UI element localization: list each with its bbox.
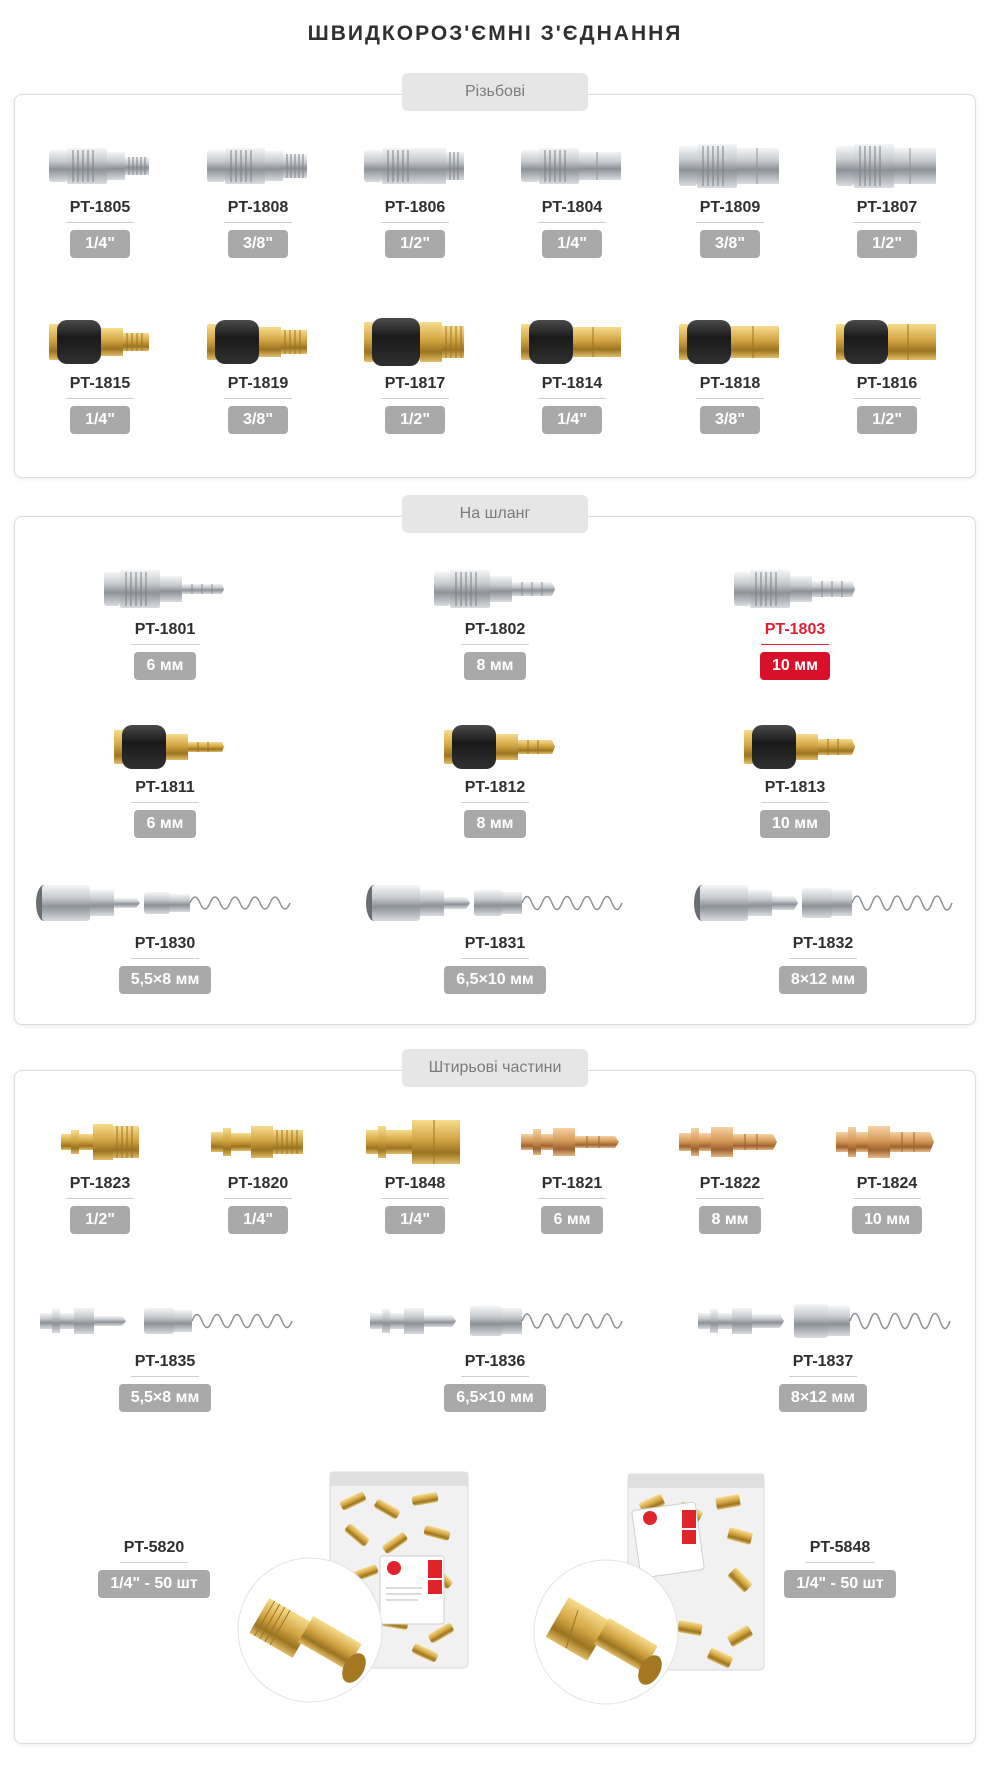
product-code: PT-1818 — [696, 374, 764, 399]
spring-plug-kit-image — [690, 1296, 956, 1346]
product-card[interactable] — [360, 1296, 630, 1412]
size-badge: 3/8" — [228, 230, 288, 258]
coupler-chrome-image — [834, 140, 940, 192]
product-code: PT-5848 — [806, 1538, 874, 1563]
size-badge: 1/2" — [385, 406, 445, 434]
product-card[interactable] — [512, 1116, 632, 1234]
product-code: PT-1806 — [381, 198, 449, 223]
size-badge: 1/4" — [385, 1206, 445, 1234]
plug-brass-image — [47, 1116, 153, 1168]
product-code: PT-1813 — [761, 778, 829, 803]
product-code: PT-1807 — [853, 198, 921, 223]
pack-image — [232, 1468, 472, 1706]
plug-copper-image — [519, 1116, 625, 1168]
size-badge: 3/8" — [700, 230, 760, 258]
product-card[interactable] — [198, 316, 318, 434]
product-code: PT-1822 — [696, 1174, 764, 1199]
product-card[interactable] — [355, 1116, 475, 1234]
product-code: PT-5820 — [120, 1538, 188, 1563]
plug-brass-image — [205, 1116, 311, 1168]
product-code: PT-1816 — [853, 374, 921, 399]
size-badge: 5,5×8 мм — [119, 966, 212, 994]
product-code: PT-1802 — [461, 620, 529, 645]
size-badge: 6 мм — [541, 1206, 602, 1234]
hose-coupler-brass-image — [432, 722, 558, 772]
size-badge: 1/2" — [857, 230, 917, 258]
hose-coupler-brass-image — [732, 722, 858, 772]
product-card[interactable] — [100, 722, 230, 838]
pack-image — [528, 1470, 768, 1708]
product-card[interactable] — [40, 140, 160, 258]
product-code: PT-1808 — [224, 198, 292, 223]
product-card[interactable] — [827, 1116, 947, 1234]
product-card[interactable] — [688, 878, 958, 994]
hose-coupler-chrome-image — [432, 564, 558, 614]
product-code: PT-1811 — [131, 778, 199, 803]
product-card[interactable] — [360, 878, 630, 994]
spring-coupler-kit-image — [362, 878, 628, 928]
size-badge-selected: 10 мм — [760, 652, 830, 680]
product-code: PT-1801 — [131, 620, 199, 645]
page-title: ШВИДКОРОЗ'ЄМНІ З'ЄДНАННЯ — [307, 22, 683, 45]
size-badge: 8 мм — [464, 652, 525, 680]
size-badge: 1/4" — [542, 406, 602, 434]
product-card[interactable] — [670, 316, 790, 434]
spring-plug-kit-image — [362, 1296, 628, 1346]
product-code: PT-1804 — [538, 198, 606, 223]
size-badge: 1/4" — [228, 1206, 288, 1234]
size-badge: 1/2" — [70, 1206, 130, 1234]
product-code: PT-1820 — [224, 1174, 292, 1199]
size-badge: 8 мм — [699, 1206, 760, 1234]
spring-plug-kit-image — [32, 1296, 298, 1346]
product-code: PT-1814 — [538, 374, 606, 399]
size-badge: 1/4" — [542, 230, 602, 258]
hose-coupler-brass-image — [102, 722, 228, 772]
product-code: PT-1835 — [131, 1352, 199, 1377]
product-card[interactable] — [30, 1296, 300, 1412]
coupler-chrome-image — [362, 140, 468, 192]
product-card[interactable] — [730, 564, 860, 680]
size-badge: 1/4" - 50 шт — [784, 1570, 895, 1598]
product-code: PT-1848 — [381, 1174, 449, 1199]
spring-coupler-kit-image — [32, 878, 298, 928]
size-badge: 6,5×10 мм — [444, 1384, 546, 1412]
coupler-chrome-image — [47, 140, 153, 192]
product-card[interactable] — [512, 140, 632, 258]
plug-copper-image — [677, 1116, 783, 1168]
product-code: PT-1821 — [538, 1174, 606, 1199]
product-code: PT-1831 — [461, 934, 529, 959]
product-code: PT-1824 — [853, 1174, 921, 1199]
product-code: PT-1819 — [224, 374, 292, 399]
coupler-chrome-image — [519, 140, 625, 192]
product-card[interactable] — [512, 316, 632, 434]
product-code: PT-1805 — [66, 198, 134, 223]
product-card[interactable] — [730, 722, 860, 838]
product-card[interactable] — [84, 1532, 224, 1598]
coupler-brass-image — [834, 316, 940, 368]
hose-coupler-chrome-image — [102, 564, 228, 614]
size-badge: 1/2" — [385, 230, 445, 258]
product-card[interactable] — [670, 1116, 790, 1234]
product-card[interactable] — [827, 140, 947, 258]
product-card[interactable] — [198, 140, 318, 258]
size-badge: 6 мм — [134, 810, 195, 838]
product-card[interactable] — [430, 722, 560, 838]
coupler-brass-image — [47, 316, 153, 368]
coupler-brass-image — [677, 316, 783, 368]
size-badge: 8 мм — [464, 810, 525, 838]
size-badge: 5,5×8 мм — [119, 1384, 212, 1412]
product-card[interactable] — [198, 1116, 318, 1234]
plug-brass-image — [362, 1116, 468, 1168]
size-badge: 6,5×10 мм — [444, 966, 546, 994]
product-card[interactable] — [430, 564, 560, 680]
spring-coupler-kit-image — [690, 878, 956, 928]
product-code: PT-1817 — [381, 374, 449, 399]
product-card[interactable] — [40, 316, 160, 434]
product-code: PT-1823 — [66, 1174, 134, 1199]
size-badge: 3/8" — [228, 406, 288, 434]
section-tab-pins[interactable]: Штирьові частини — [402, 1049, 588, 1087]
product-card[interactable] — [770, 1532, 910, 1598]
product-code: PT-1809 — [696, 198, 764, 223]
size-badge: 3/8" — [700, 406, 760, 434]
hose-coupler-chrome-image — [732, 564, 858, 614]
coupler-chrome-image — [677, 140, 783, 192]
product-card[interactable] — [355, 316, 475, 434]
product-card[interactable] — [355, 140, 475, 258]
section-tab-threaded[interactable]: Різьбові — [402, 73, 588, 111]
product-code: PT-1830 — [131, 934, 199, 959]
size-badge: 8×12 мм — [779, 966, 867, 994]
product-card[interactable] — [100, 564, 230, 680]
size-badge: 6 мм — [134, 652, 195, 680]
product-code: PT-1836 — [461, 1352, 529, 1377]
coupler-brass-image — [205, 316, 311, 368]
plug-copper-image — [834, 1116, 940, 1168]
coupler-brass-image — [362, 316, 468, 368]
product-card[interactable] — [30, 878, 300, 994]
coupler-chrome-image — [205, 140, 311, 192]
size-badge: 1/4" — [70, 406, 130, 434]
size-badge: 1/4" — [70, 230, 130, 258]
product-card[interactable] — [670, 140, 790, 258]
product-code: PT-1815 — [66, 374, 134, 399]
product-card[interactable] — [688, 1296, 958, 1412]
product-code: PT-1812 — [461, 778, 529, 803]
section-tab-hose[interactable]: На шланг — [402, 495, 588, 533]
size-badge: 10 мм — [760, 810, 830, 838]
size-badge: 1/4" - 50 шт — [98, 1570, 209, 1598]
product-code-selected: PT-1803 — [761, 620, 829, 645]
size-badge: 10 мм — [852, 1206, 922, 1234]
product-code: PT-1832 — [789, 934, 857, 959]
product-card[interactable] — [827, 316, 947, 434]
size-badge: 8×12 мм — [779, 1384, 867, 1412]
size-badge: 1/2" — [857, 406, 917, 434]
product-code: PT-1837 — [789, 1352, 857, 1377]
coupler-brass-image — [519, 316, 625, 368]
product-card[interactable] — [40, 1116, 160, 1234]
